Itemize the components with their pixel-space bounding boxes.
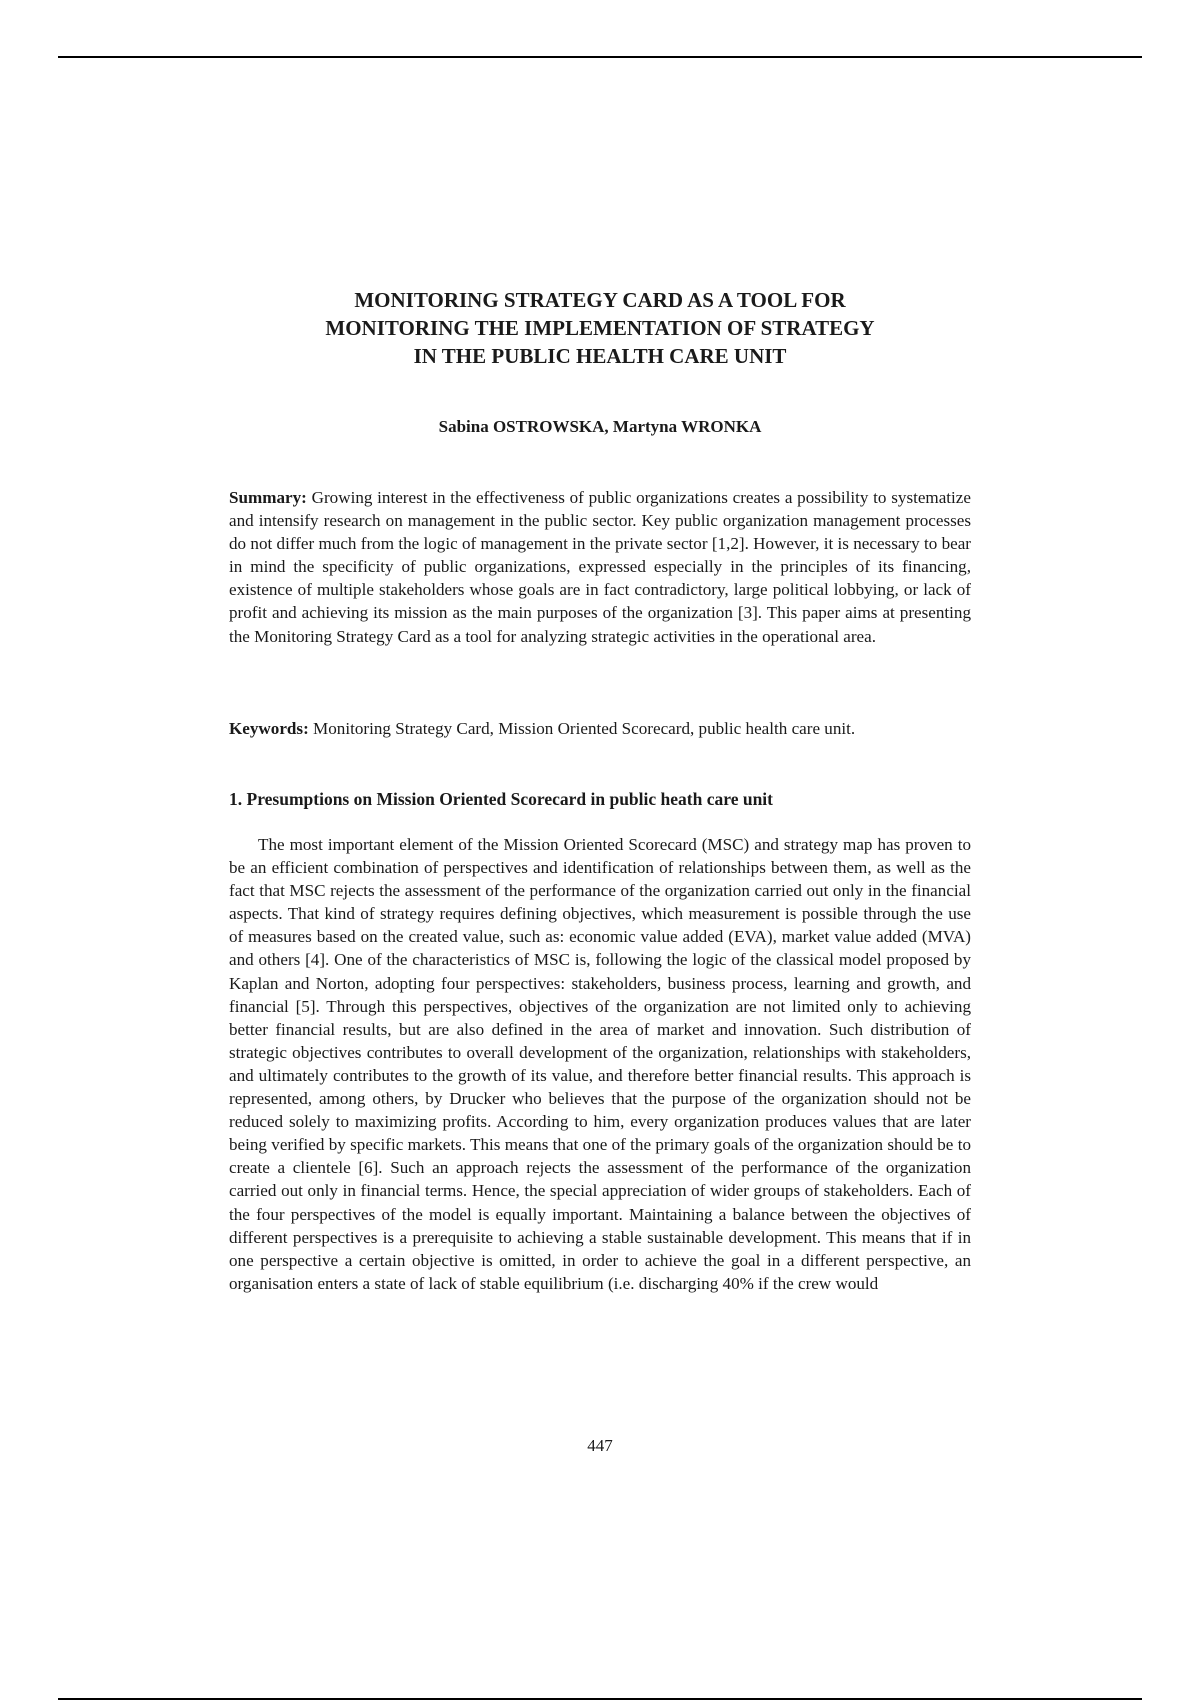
paper-title	[200, 286, 1000, 370]
summary-text: Growing interest in the effectiveness of public organizations creates a possibility to systematize and intensify research on management in the public sector. Key public organization management processes do not differ much from the logic of management in the private sector [1,2]. However, it is necessary to bear in mind the specificity of public organizations, expressed especially in the principles of its financing, existence of multiple stakeholders whose goals are in fact contradictory, large political lobbying, or lack of profit and achieving its mission as the main purposes of the organization [3]. This paper aims at presenting the Monitoring Strategy Card as a tool for analyzing strategic activities in the operational area.	[229, 488, 971, 646]
keywords-paragraph	[229, 717, 971, 740]
authors: Sabina OSTROWSKA, Martyna WRONKA	[438, 417, 762, 436]
summary-label: Summary:	[229, 488, 307, 507]
title-line: MONITORING STRATEGY CARD AS A TOOL FOR	[354, 288, 846, 312]
keywords-label: Keywords:	[229, 719, 309, 738]
title-line: MONITORING THE IMPLEMENTATION OF STRATEGY	[325, 316, 875, 340]
page-number: 447	[587, 1436, 613, 1455]
top-rule	[58, 56, 1142, 58]
body-paragraph: The most important element of the Mission Oriented Scorecard (MSC) and strategy map has proven to be an efficient combination of perspectives and identification of relationships between them, as well as the fact that MSC rejects the assessment of the performance of the organization carried out only in the financial aspects. That kind of strategy requires defining objectives, which measurement is possible through the use of measures based on the created value, such as: economic value added (EVA), market value added (MVA) and others [4]. One of the characteristics of MSC is, following the logic of the classical model proposed by Kaplan and Norton, adopting four perspectives: stakeholders, business process, learning and growth, and financial [5]. Through this perspectives, objectives of the organization are not limited only to achieving better financial results, but are also defined in the area of market and innovation. Such distribution of strategic objectives contributes to overall development of the organization, relationships with stakeholders, and ultimately contributes to the growth of its value, and therefore better financial results. This approach is represented, among others, by Drucker who believes that the purpose of the organization should not be reduced solely to maximizing profits. According to him, every organization produces values that are later being verified by specific markets. This means that one of the primary goals of the organization should be to create a clientele [6]. Such an approach rejects the assessment of the performance of the organization carried out only in financial terms. Hence, the special appreciation of wider groups of stakeholders. Each of the four perspectives of the model is equally important. Maintaining a balance between the objectives of different perspectives is a prerequisite to achieving a stable sustainable development. This means that if in one perspective a certain objective is omitted, in order to achieve the goal in a different perspective, an organisation enters a state of lack of stable equilibrium (i.e. discharging 40% if the crew would	[229, 835, 971, 1293]
keywords-text: Monitoring Strategy Card, Mission Oriented Scorecard, public health care unit.	[313, 719, 856, 738]
title-line: IN THE PUBLIC HEALTH CARE UNIT	[413, 344, 787, 368]
section-heading: 1. Presumptions on Mission Oriented Scorecard in public heath care unit	[229, 789, 773, 809]
summary-paragraph	[229, 486, 971, 648]
